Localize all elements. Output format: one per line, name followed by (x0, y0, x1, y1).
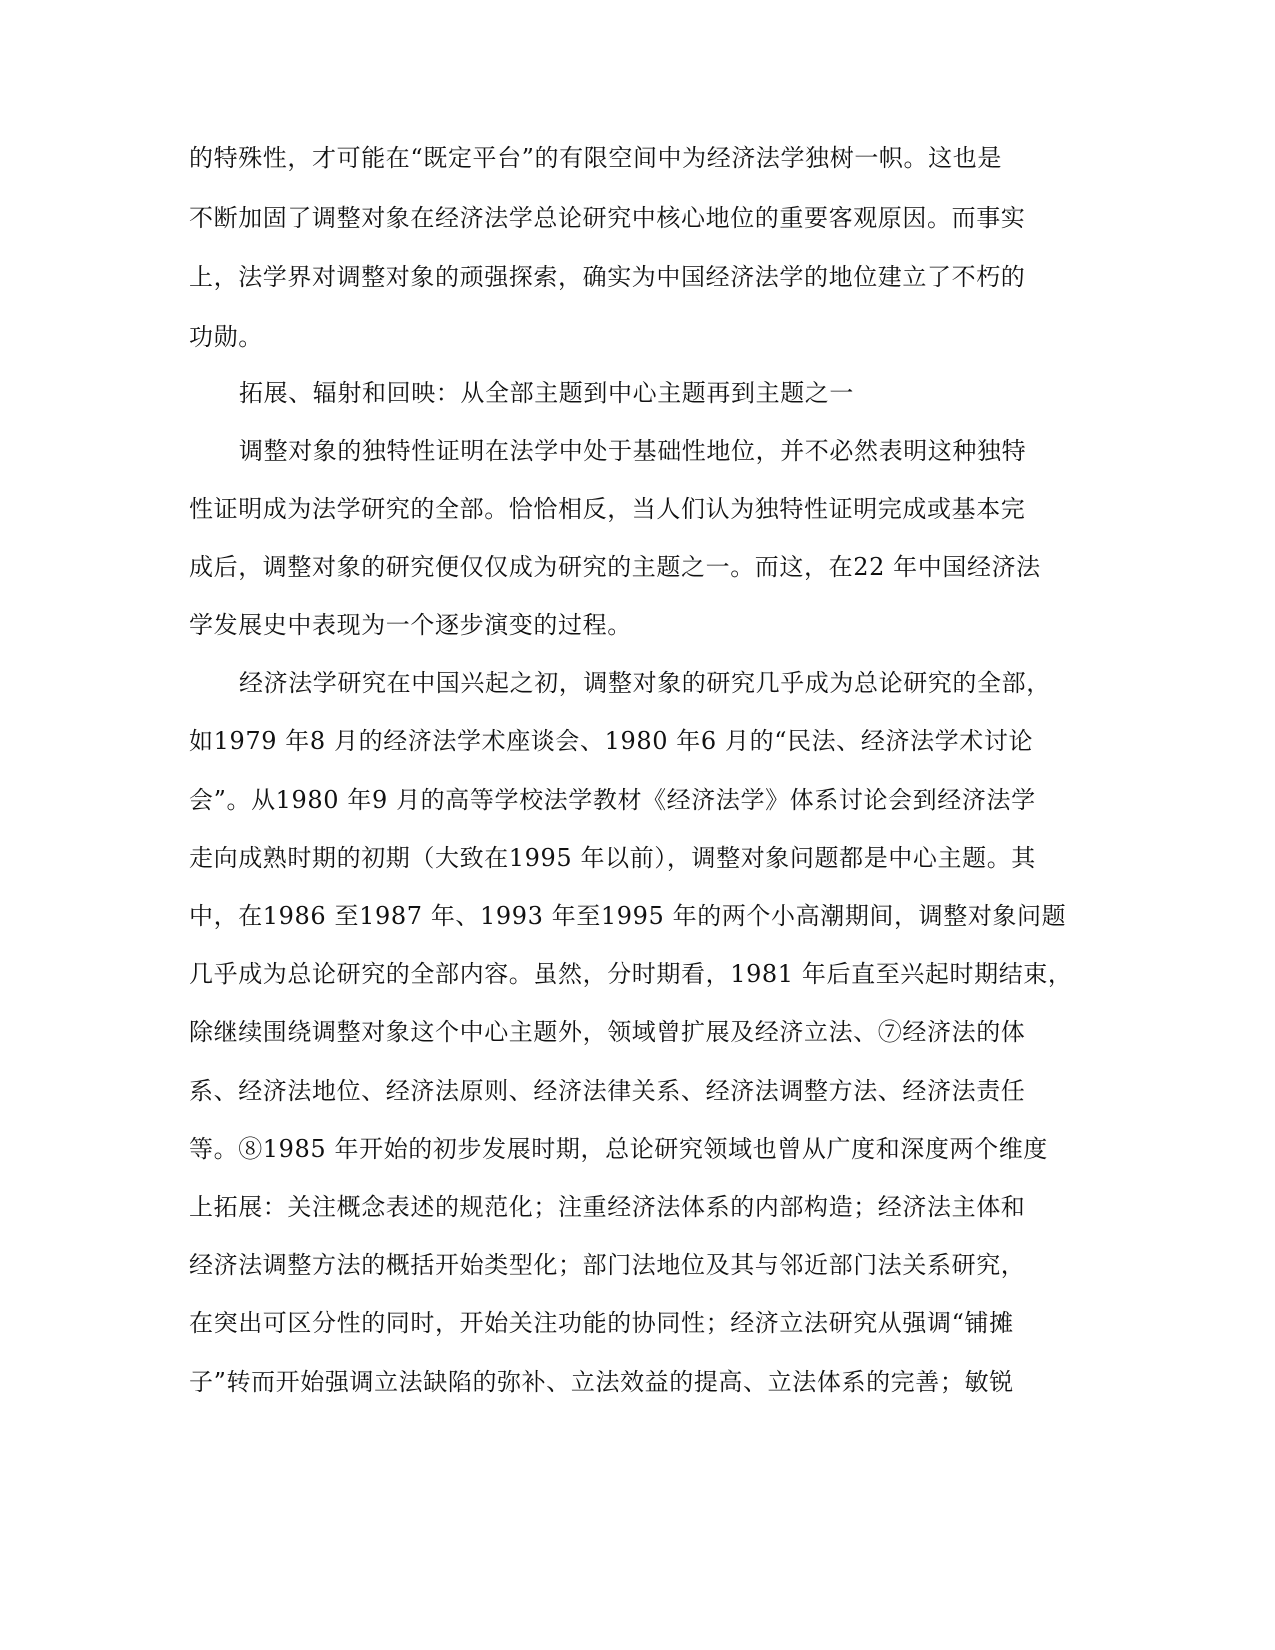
text-line: 学发展史中表现为一个逐步演变的过程。 (189, 611, 632, 639)
text-line: 性证明成为法学研究的全部。恰恰相反，当人们认为独特性证明完成或基本完 (189, 495, 1026, 523)
text-line: 不断加固了调整对象在经济法学总论研究中核心地位的重要客观原因。而事实 (189, 204, 1026, 232)
text-line: 走向成熟时期的初期（大致在1995 年以前），调整对象问题都是中心主题。其 (189, 844, 1036, 872)
section-heading: 拓展、辐射和回映：从全部主题到中心主题再到主题之一 (239, 379, 854, 407)
text-line: 经济法调整方法的概括开始类型化；部门法地位及其与邻近部门法关系研究， (189, 1251, 1026, 1279)
text-line: 中，在1986 至1987 年、1993 年至1995 年的两个小高潮期间，调整对象问题 (189, 902, 1067, 930)
text-line: 子”转而开始强调立法缺陷的弥补、立法效益的提高、立法体系的完善；敏锐 (189, 1368, 1014, 1396)
text-line: 功勋。 (189, 323, 263, 351)
text-line: 上拓展：关注概念表述的规范化；注重经济法体系的内部构造；经济法主体和 (189, 1193, 1026, 1221)
text-line: 调整对象的独特性证明在法学中处于基础性地位，并不必然表明这种独特 (239, 437, 1027, 465)
text-line: 上，法学界对调整对象的顽强探索，确实为中国经济法学的地位建立了不朽的 (189, 263, 1026, 291)
text-line: 系、经济法地位、经济法原则、经济法律关系、经济法调整方法、经济法责任 (189, 1077, 1026, 1105)
text-line: 的特殊性，才可能在“既定平台”的有限空间中为经济法学独树一帜。这也是 (189, 144, 1002, 172)
text-line: 如1979 年8 月的经济法学术座谈会、1980 年6 月的“民法、经济法学术讨论 (189, 727, 1034, 755)
text-line: 经济法学研究在中国兴起之初，调整对象的研究几乎成为总论研究的全部， (239, 669, 1051, 697)
text-line: 会”。从1980 年9 月的高等学校法学教材《经济法学》体系讨论会到经济法学 (189, 786, 1036, 814)
text-line: 等。⑧1985 年开始的初步发展时期，总论研究领域也曾从广度和深度两个维度 (189, 1135, 1048, 1163)
text-line: 在突出可区分性的同时，开始关注功能的协同性；经济立法研究从强调“铺摊 (189, 1309, 1014, 1337)
text-line: 除继续围绕调整对象这个中心主题外，领域曾扩展及经济立法、⑦经济法的体 (189, 1018, 1026, 1046)
text-line: 几乎成为总论研究的全部内容。虽然，分时期看，1981 年后直至兴起时期结束， (189, 960, 1073, 988)
text-line: 成后，调整对象的研究便仅仅成为研究的主题之一。而这，在22 年中国经济法 (189, 553, 1041, 581)
